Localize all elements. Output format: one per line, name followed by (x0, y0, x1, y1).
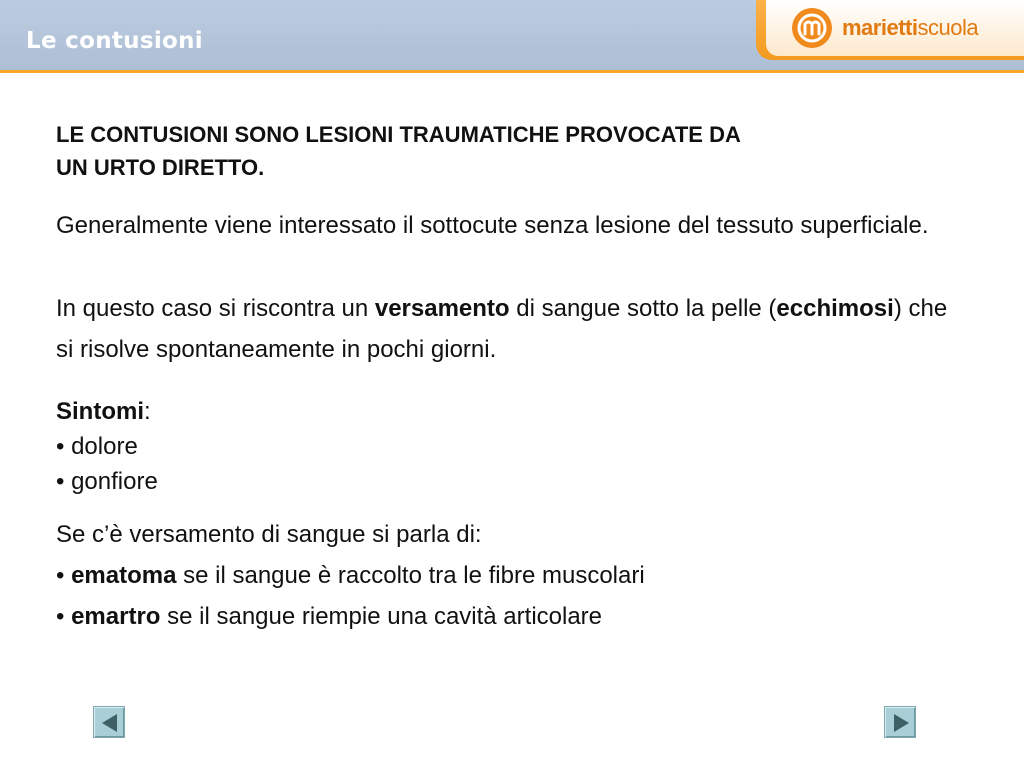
list-item-emartro (56, 596, 956, 637)
heading-line-1: LE CONTUSIONI SONO LESIONI TRAUMATICHE PROVOCATE DA (56, 122, 741, 147)
term-ematoma: ematoma (71, 562, 177, 589)
symptoms-label: Sintomi (56, 398, 144, 425)
symptoms-colon: : (144, 398, 151, 425)
paragraph-definition: Generalmente viene interessato il sottocute senza lesione del tessuto superficiale. (56, 212, 929, 239)
bullet: • (56, 603, 72, 630)
paragraph-versamento (56, 288, 956, 370)
triangle-right-icon (885, 707, 917, 739)
list-item-ematoma (56, 555, 956, 596)
next-slide-button[interactable] (884, 706, 916, 738)
logo-mark-icon (792, 8, 832, 48)
list-item: • dolore (56, 433, 138, 460)
triangle-left-icon (94, 707, 126, 739)
slide-title: Le contusioni (26, 28, 203, 54)
term-ecchimosi: ecchimosi (776, 295, 894, 322)
bullet: • (56, 562, 72, 589)
slide-heading (56, 118, 956, 184)
heading-line-2: UN URTO DIRETTO. (56, 155, 265, 180)
term-description: se il sangue riempie una cavità articolare (160, 603, 603, 630)
logo-text (842, 15, 978, 41)
symptoms-heading (56, 394, 158, 429)
logo-name-bold: marietti (842, 15, 918, 40)
term-versamento: versamento (374, 295, 510, 322)
paragraph-hemorrhage-types (56, 514, 956, 637)
term-description: se il sangue è raccolto tra le fibre muscolari (176, 562, 645, 589)
slide-header (0, 0, 1024, 70)
header-divider (0, 70, 1024, 73)
list-item: • gonfiore (56, 468, 158, 495)
text-fragment: ) che si risolve spontaneamente in pochi giorni. (56, 295, 948, 363)
text-fragment: di sangue sotto la pelle ( (509, 295, 777, 322)
term-emartro: emartro (71, 603, 161, 630)
symptoms-list (56, 394, 158, 499)
previous-slide-button[interactable] (93, 706, 125, 738)
logo-panel (766, 0, 1024, 56)
hemorrhage-intro: Se c’è versamento di sangue si parla di: (56, 521, 482, 548)
text-fragment: In questo caso si riscontra un (56, 295, 375, 322)
publisher-logo (756, 0, 1024, 60)
logo-name-light: scuola (917, 15, 979, 40)
